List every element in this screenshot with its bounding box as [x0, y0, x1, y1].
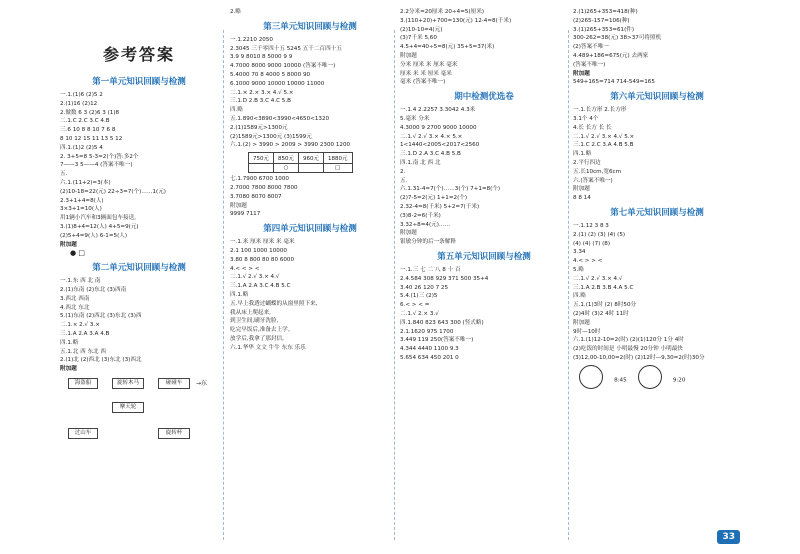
answer-line: 二.1.√ 2.√ 3.× 4.√: [573, 275, 623, 282]
answer-line: 2.1 100 1000 10000: [230, 247, 287, 254]
answer-line: 五.早上我透过蝴蝶的从窗里照下来,: [230, 300, 318, 307]
answer-line: 4.长 长方 长 长: [573, 124, 612, 131]
midterm-answers: [400, 106, 568, 247]
answer-line: 8 8 14: [573, 195, 591, 202]
answer-line: 七.1.7900 6700 1000: [230, 176, 289, 183]
answer-line: 4.489+186=675(元) 去两家: [573, 52, 649, 59]
section-heading-midterm: 期中检测优选卷: [454, 92, 514, 103]
answer-line: 一.1.12 3 8 3: [573, 222, 609, 229]
unit5-answers: [400, 266, 568, 363]
answer-line: 三.6 10 8 8 10 7 6 8: [60, 127, 116, 134]
answer-line: 2.做数 6 3 (2)6 3 (1)8: [60, 109, 120, 116]
answer-line: 2. 3+5=8 5-3=2(个)答:多2个: [60, 153, 139, 160]
answer-line: 二.1.× 2.× 3.× 4.√ 5.×: [230, 89, 294, 96]
price-cell: 1880元: [324, 153, 353, 164]
answer-line: 六.1.(1)12-10=2(时) (2)(1)120分 1分 4时: [573, 337, 684, 344]
answer-line: 300-262=38(元) 38>37可将照机: [573, 35, 662, 42]
answer-line: 五.1.(1)3时 (2) 8时50分: [573, 302, 637, 309]
answer-line: 毫米 (答案不唯一): [400, 79, 446, 86]
answer-line: 4.3000 9 2700 9000 10000: [400, 124, 477, 131]
answer-line: 5.4000 70 8 4000 5 8000 90: [230, 71, 311, 78]
answer-line: 一.1.长方形 2.长方形: [573, 107, 627, 114]
answer-line: 我从床上爬起来,: [230, 309, 271, 316]
answer-line: 2.(1) (2) (3) (4) (5): [573, 231, 626, 238]
answer-line: 4.< > > <: [573, 258, 603, 265]
section-heading-unit4: 第四单元知识回顾与检测: [263, 224, 357, 235]
answer-line: 三.1.D 2.A 3.C 4.B 5.B: [400, 151, 461, 158]
unit3-answers: [230, 36, 390, 150]
answer-line: 四.1.(1)2 (2)5 4: [60, 144, 103, 151]
section-heading-unit7: 第七单元知识回顾与检测: [610, 207, 704, 218]
answer-column-3: [400, 8, 568, 548]
answer-line: 1<1440<2005<2017<2560: [400, 142, 480, 149]
answer-line: 4.7000 8000 9000 10000 (答案不唯一): [230, 63, 336, 70]
answer-line: 三.1.A 2.B 3.B 4.A 5.C: [573, 284, 634, 291]
answer-line: 5.毫米 分米: [400, 115, 430, 122]
answer-line: 四.1.略: [60, 339, 79, 346]
answer-line: 2.3+1+4=8(人): [60, 197, 104, 204]
column-divider: [394, 30, 395, 540]
answer-line: 四.1.略: [230, 291, 249, 298]
answer-line: (2)10-18=22(元) 22÷3=7(个)……1(元): [60, 188, 166, 195]
mark-cell: ○: [274, 164, 299, 173]
answer-line: 3.7080 8070 8007: [230, 193, 282, 200]
price-cell: 960元: [299, 153, 324, 164]
extra-label: 附加题: [60, 241, 77, 248]
answer-line: 6.1000 9000 10000 10000 11000: [230, 80, 325, 87]
answer-line: 2.(1)北 (2)西北 (3)东北 (3)西北: [60, 357, 142, 364]
unit1-answers: [60, 91, 218, 241]
unit6-answers: [573, 106, 741, 203]
answer-line: 二.1.√ 2.× 3.√: [400, 310, 439, 317]
answer-line: 用1辆小汽车和3辆面包车接送。: [60, 215, 140, 222]
map-cell: 旋转杯: [158, 428, 190, 439]
section-heading-unit2: 第二单元知识回顾与检测: [92, 263, 186, 274]
map-cell: 过山车: [68, 428, 98, 439]
answer-line: 5.654 634 450 201 0: [400, 354, 459, 361]
answer-line: 附加题: [400, 52, 417, 59]
answer-line: 3.449 119 250(答案不唯一): [400, 337, 474, 344]
answer-line: (2)答案不唯一: [573, 44, 609, 51]
answer-line: 一.1.米 厘米 厘米 米 毫米: [230, 239, 295, 246]
answer-line: (4) (4) (7) (8): [573, 240, 611, 247]
answer-line: 三.1.C 2.C 3.A 4.B 5.B: [573, 142, 634, 149]
answer-line: 四.1.略: [573, 151, 592, 158]
answer-line: 三.1.A 2.A 3.C 4.B 5.C: [230, 283, 291, 290]
answer-line: 吃完早饭后,准备去上学。: [230, 327, 294, 334]
answer-line: 6.< > < =: [400, 302, 430, 309]
section-heading-unit3: 第三单元知识回顾与检测: [263, 21, 357, 32]
answer-line: 一.1.三 七 二 八 8 十 百: [400, 266, 461, 273]
answer-line: 3.9 9 8010 8 5000 9 9: [230, 54, 293, 61]
answer-line: 2.4.584 308 929 371 500 35+4: [400, 275, 489, 282]
price-cell: 850元: [274, 153, 299, 164]
answer-line: 厘米 米 米 厘米 毫米: [400, 70, 452, 77]
answer-line: 放学后,我拿了那封信,: [230, 335, 284, 342]
answer-line: 四.略: [573, 293, 586, 300]
answer-line: 分米 厘米 米 厘米 毫米: [400, 61, 458, 68]
answer-line: 4.344 4440 1100 9.3: [400, 346, 459, 353]
section-heading-unit1: 第一单元知识回顾与检测: [92, 77, 186, 87]
answer-line: 7——3 5——4 (答案不唯一): [60, 162, 133, 169]
answer-line: (3)8-2=6(千米): [400, 212, 441, 219]
unit5-answers-cont: [573, 8, 741, 70]
answer-line: (2)10-10=4(元): [400, 26, 443, 33]
answer-line: 5.(1)东南 (2)西北 (3)东北 (3)西: [60, 313, 142, 320]
answer-line: 4.< < > <: [230, 265, 260, 272]
answer-line: 2.(1)16 (2)12: [60, 100, 98, 107]
answer-line: 二.1.√ 2.√ 3.× 4.× 5.×: [400, 133, 463, 140]
answer-line: 2.: [400, 168, 406, 175]
answer-line: 一.1.4 2.2257 3.3042 4.3米: [400, 107, 476, 114]
answer-line: 2.略: [230, 9, 241, 15]
answer-line: 2.1.1620 975 1700: [400, 328, 454, 335]
answer-line: 附加题: [230, 202, 247, 209]
answer-line: 5.略: [573, 266, 584, 273]
answer-line: 一.1.(1)6 (2)5 2: [60, 92, 103, 98]
unit7-answers: [573, 222, 741, 363]
answer-line: 六.1.(11+2)=3(本): [60, 179, 111, 186]
answer-line: 四.1.840 823 643 300 (竖式略): [400, 319, 484, 326]
price-cell: 750元: [249, 153, 274, 164]
unit2-answers: [60, 277, 218, 365]
answer-line: 到卫生间,刷牙洗脸,: [230, 318, 279, 325]
answer-line: 2.3045 三千零四十五 5245 五千二百四十五: [230, 45, 342, 52]
answer-line: 2.(1)东南 (2)东北 (3)西南: [60, 286, 127, 293]
amusement-park-map: [60, 376, 218, 446]
clock-icon: [579, 365, 603, 389]
answer-line: 三.1.A 2.A 3.A 4.B: [60, 330, 110, 337]
answer-column-2: [230, 8, 390, 548]
answer-line: 3.(1)8+4=12(人) 4+5=9(元): [60, 223, 139, 230]
answer-line: 3.32÷8=4(元)……: [400, 221, 451, 228]
answer-line: 3.1个 4个: [573, 115, 599, 122]
answer-line: 2.平行四边: [573, 159, 601, 166]
answer-line: 附加题: [400, 230, 417, 237]
price-table: [248, 152, 353, 173]
map-cell: 旋转木马: [112, 378, 144, 389]
answer-line: 2.(1)265+353=418(种): [573, 9, 638, 15]
answer-line: 549+165=714 714-549=165: [573, 79, 655, 86]
section-heading-unit6: 第六单元知识回顾与检测: [610, 92, 704, 103]
answer-line: 2.32-4=8(千米) 5+2=7(千米): [400, 203, 480, 210]
answer-line: (2)1589元>1300元 (3)1599元: [230, 133, 312, 140]
extra-label: 附加题: [573, 70, 590, 77]
answer-line: 二.1.C 2.C 3.C 4.B: [60, 118, 110, 125]
answer-line: 9999 7117: [230, 211, 261, 218]
answer-line: 4.5+4=40÷5=8(元) 35+5=37(米): [400, 44, 495, 51]
answer-line: 3×3+1=10(人): [60, 206, 102, 213]
answer-line: 四.1.南 北 西 北: [400, 159, 441, 166]
unit3-answers-cont: [230, 175, 390, 219]
map-cell: 摩天轮: [112, 402, 144, 413]
answer-line: 附加题: [573, 186, 590, 193]
page-number: 33: [717, 530, 740, 544]
page-title: 参考答案: [102, 45, 175, 64]
answer-line: 4.西北 东北: [60, 304, 90, 311]
answer-line: 四.略: [230, 107, 243, 114]
answer-line: 3.80 8 800 80 80 6000: [230, 256, 295, 263]
column-divider: [568, 30, 569, 540]
column-divider: [223, 30, 224, 540]
answer-line: 3.40 26 120 7 25: [400, 284, 449, 291]
answer-line: 银敏分钟的后一条解释: [400, 239, 456, 246]
answer-line: 5.4.(1)三 (2)5: [400, 293, 438, 300]
answer-line: (答案不唯一): [573, 61, 606, 68]
answer-column-4: [573, 8, 741, 548]
answer-line: (2)5+4=9(人) 6-1=5(人): [60, 232, 128, 239]
extra-shapes: ● □: [70, 249, 85, 258]
answer-line: 五.1.北 西 东北 西: [60, 348, 107, 355]
answer-line: 二.1.√ 2.√ 3.× 4.√: [230, 274, 280, 281]
answer-line: 2.7000 7800 8000 7800: [230, 184, 298, 191]
answer-column-1: [60, 8, 218, 548]
answer-line: 2.(1)1589元>1300元: [230, 124, 288, 131]
map-cell: 碰碰车: [158, 378, 190, 389]
answer-line: (3)7千米 5,60: [400, 35, 437, 42]
answer-line: 9时—10时: [573, 328, 601, 335]
answer-line: 五.: [60, 171, 68, 178]
answer-line: (3)12,00-10,00=2(时) (2)12时—9,30=2(时)30分: [573, 354, 705, 361]
answer-line: (2)4时 (3)2 4时 11时: [573, 310, 629, 317]
answer-line: 五.: [400, 177, 408, 184]
map-cell: 海盗船: [68, 378, 98, 389]
answer-line: 六.1.(2) > 3990 > 2009 > 3990 2300 1200: [230, 142, 351, 149]
answer-line: 附加题: [573, 319, 590, 326]
east-arrow-label: →东: [196, 379, 208, 387]
answer-line: 六.1.31-4=7(个)……3(个) 7+1=8(个): [400, 186, 501, 193]
answer-line: 三.1.D 2.B 3.C 4.C 5.B: [230, 98, 291, 105]
answer-line: 二.1.√ 2.√ 3.× 4.√ 5.×: [573, 133, 635, 140]
answer-line: 六.1.华华 文文 牛牛 东东 乐乐: [230, 344, 306, 351]
answer-line: 五.长10cm,宽6cm: [573, 168, 622, 175]
answer-line: 3.(110+20)+700=130(元) 12-4=8(千米): [400, 17, 512, 24]
clock-label: 8:45: [614, 377, 627, 384]
answer-line: 3.(1)265+353=61(件): [573, 26, 635, 33]
answer-line: 六.(答案不唯一): [573, 177, 613, 184]
answer-line: 3.西北 西南: [60, 295, 90, 302]
answer-line: 二.1.× 2.√ 3.×: [60, 322, 100, 329]
section-heading-unit5: 第五单元知识回顾与检测: [437, 251, 531, 262]
unit4-answers-cont: [400, 8, 568, 87]
extra-label: 附加题: [60, 366, 77, 373]
answer-line: (2)265-157=106(种): [573, 17, 630, 24]
answer-line: 一.1.东 西 北 南: [60, 278, 101, 285]
answer-line: (2)吃饭的时间是 小明最慢 20分钟 小明最快: [573, 346, 683, 353]
answer-line: 8 10 12 15 11 13 5 12: [60, 135, 123, 142]
clock-icon: [638, 365, 662, 389]
answer-line: 一.1.2210 2050: [230, 36, 273, 43]
clock-label: 9:20: [672, 377, 686, 384]
answer-line: 五.1.890<3890<3990<4650<1320: [230, 115, 330, 122]
mark-cell: □: [324, 164, 353, 173]
answer-line: 3.34: [573, 249, 586, 256]
answer-line: 2.2分米=20厘米 20÷4=5(厘米): [400, 9, 485, 15]
clock-row: [573, 365, 741, 389]
answer-line: (2)7-5=2(元) 1+1=2(个): [400, 195, 468, 202]
unit4-answers: [230, 238, 390, 352]
